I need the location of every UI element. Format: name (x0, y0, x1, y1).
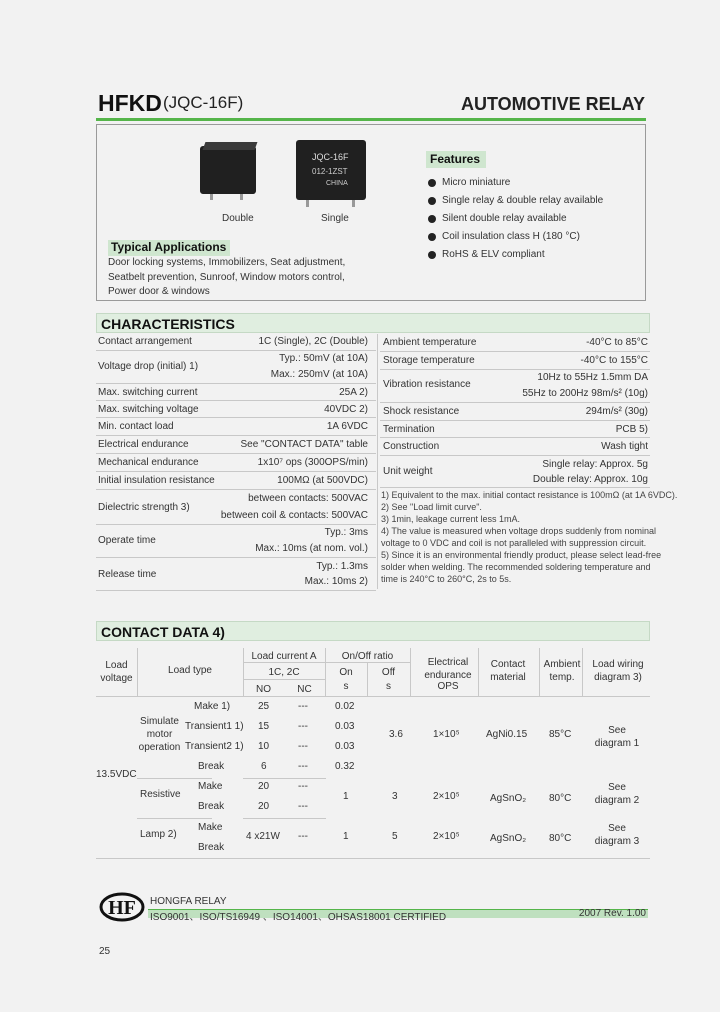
char-value: 1x10⁷ ops (300OPS/min) (257, 457, 368, 468)
features-heading: Features (426, 151, 486, 168)
char-label: Storage temperature (383, 355, 475, 366)
load-subtype: Make (198, 822, 223, 833)
col-header: Load wiring diagram 3) (592, 659, 644, 683)
char-label: Electrical endurance (98, 439, 189, 450)
diagram-value: See diagram 3 (594, 823, 640, 847)
no-value: 20 (258, 781, 270, 792)
endurance-value: 1×10⁵ (433, 729, 460, 740)
char-value: Typ.: 3ms (324, 527, 368, 538)
no-value: 4 x21W (246, 831, 280, 842)
char-value: -40°C to 85°C (586, 337, 648, 348)
col-header: NO (256, 684, 271, 695)
char-label: Ambient temperature (383, 337, 477, 348)
on-value: 0.02 (335, 701, 355, 712)
no-value: 25 (258, 701, 270, 712)
load-subtype: Transient2 1) (185, 741, 244, 752)
on-value: 0.03 (335, 741, 355, 752)
footnote: 2) See "Load limit curve". (381, 502, 482, 512)
col-header: Load type (168, 665, 212, 676)
model-name: (JQC-16F) (163, 93, 244, 112)
footnote: solder when welding. The recommended soldering temperature and (381, 562, 651, 572)
char-label: Initial insulation resistance (98, 475, 215, 486)
char-label: Voltage drop (initial) 1) (98, 361, 199, 372)
char-value: 100MΩ (at 500VDC) (277, 475, 368, 486)
char-label: Construction (383, 441, 440, 452)
load-subtype: Make (198, 781, 223, 792)
certifications: ISO9001、ISO/TS16949 、ISO14001、OHSAS18001 CERTIFIED (150, 912, 447, 923)
brand-name: HFKD (98, 90, 162, 116)
char-value: 294m/s² (30g) (585, 406, 648, 417)
no-value: 6 (261, 761, 267, 772)
char-label: Dielectric strength 3) (98, 502, 190, 513)
char-value: See "CONTACT DATA" table (240, 439, 368, 450)
col-header: Contact material (490, 659, 526, 683)
load-type-label: Simulate motor operation (138, 716, 181, 753)
feature-item: Coil insulation class H (180 °C) (442, 231, 580, 242)
footnote: 5) Since it is an environmental friendly product, please select lead-free (381, 550, 662, 560)
char-label: Unit weight (383, 466, 433, 477)
nc-value: --- (298, 741, 308, 752)
material-value: AgSnO₂ (490, 833, 527, 844)
col-header: NC (297, 684, 312, 695)
bullet-icon (428, 197, 436, 205)
nc-value: --- (298, 781, 308, 792)
svg-text:HF: HF (108, 897, 136, 919)
col-header: Ambient temp. (543, 659, 581, 683)
no-value: 15 (258, 721, 270, 732)
single-relay-text-1: JQC-16F (312, 152, 349, 162)
bullet-icon (428, 179, 436, 187)
revision: 2007 Rev. 1.00 (578, 908, 646, 919)
temp-value: 85°C (549, 729, 572, 740)
load-subtype: Break (198, 842, 225, 853)
load-subtype: Transient1 1) (185, 721, 244, 732)
char-value: Typ.: 50mV (at 10A) (279, 353, 368, 364)
application-line: Seatbelt prevention, Sunroof, Window motors control, (108, 272, 345, 283)
diagram-value: See diagram 2 (594, 782, 640, 806)
application-line: Power door & windows (108, 286, 210, 297)
feature-item: Silent double relay available (442, 213, 567, 224)
diagram-value: See diagram 1 (594, 725, 640, 749)
col-header: s (386, 681, 391, 692)
company-name: HONGFA RELAY (150, 896, 227, 907)
char-value: between coil & contacts: 500VAC (220, 510, 368, 521)
characteristics-heading: CHARACTERISTICS (96, 313, 650, 333)
footnote: 4) The value is measured when voltage drops suddenly from nominal (381, 526, 656, 536)
endurance-value: 2×10⁵ (433, 831, 460, 842)
on-value: 1 (343, 831, 349, 842)
endurance-value: 2×10⁵ (433, 791, 460, 802)
application-line: Door locking systems, Immobilizers, Seat adjustment, (108, 257, 346, 268)
off-value: 3.6 (389, 729, 403, 740)
col-header: On/Off ratio (341, 651, 394, 662)
nc-value: --- (298, 761, 308, 772)
bullet-icon (428, 215, 436, 223)
on-value: 0.03 (335, 721, 355, 732)
col-header: OPS (437, 681, 459, 692)
char-value: Max.: 10ms 2) (304, 576, 368, 587)
feature-item: RoHS & ELV compliant (442, 249, 545, 260)
char-label: Vibration resistance (383, 379, 471, 390)
char-label: Release time (98, 569, 157, 580)
no-value: 10 (258, 741, 270, 752)
on-value: 1 (343, 791, 349, 802)
single-relay-image (296, 138, 368, 208)
col-header: Off (381, 667, 396, 678)
applications-heading: Typical Applications (108, 240, 230, 256)
material-value: AgSnO₂ (490, 793, 527, 804)
footnote: 1) Equivalent to the max. initial contact resistance is 100mΩ (at 1A 6VDC). (381, 490, 678, 500)
char-value: 1C (Single), 2C (Double) (258, 336, 368, 347)
off-value: 3 (392, 791, 398, 802)
nc-value: --- (298, 801, 308, 812)
nc-value: --- (298, 831, 308, 842)
single-relay-text-3: CHINA (326, 180, 348, 187)
char-value: -40°C to 155°C (580, 355, 648, 366)
footnote: time is 240°C to 260°C, 2s to 5s. (381, 574, 512, 584)
col-header: On (339, 667, 353, 678)
col-header: Load current A (251, 651, 317, 662)
char-value: between contacts: 500VAC (248, 493, 368, 504)
char-label: Operate time (98, 535, 156, 546)
on-value: 0.32 (335, 761, 355, 772)
col-header: Electrical endurance (424, 657, 472, 681)
char-value: Wash tight (601, 441, 648, 452)
footnote: 3) 1min, leakage current less 1mA. (381, 514, 521, 524)
temp-value: 80°C (549, 833, 572, 844)
temp-value: 80°C (549, 793, 572, 804)
char-value: Typ.: 1.3ms (316, 561, 368, 572)
hongfa-logo (99, 892, 145, 922)
no-value: 20 (258, 801, 270, 812)
bullet-icon (428, 251, 436, 259)
char-label: Mechanical endurance (98, 457, 199, 468)
contact-data-heading: CONTACT DATA 4) (96, 621, 650, 641)
char-label: Max. switching voltage (98, 404, 199, 415)
load-subtype: Break (198, 761, 225, 772)
char-value: Double relay: Approx. 10g (532, 474, 648, 485)
material-value: AgNi0.15 (486, 729, 528, 740)
single-relay-label: Single (321, 213, 349, 224)
char-value: Single relay: Approx. 5g (542, 459, 648, 470)
col-header: s (343, 681, 349, 692)
nc-value: --- (298, 701, 308, 712)
load-voltage-value: 13.5VDC (96, 769, 137, 780)
col-header: 1C, 2C (268, 667, 300, 678)
char-value: Max.: 10ms (at nom. vol.) (255, 543, 368, 554)
load-subtype: Make 1) (194, 701, 231, 712)
char-value: 10Hz to 55Hz 1.5mm DA (537, 372, 648, 383)
char-value: 40VDC 2) (324, 404, 368, 415)
char-label: Termination (383, 424, 435, 435)
col-header: Load voltage (100, 660, 133, 684)
char-value: 1A 6VDC (326, 421, 368, 432)
char-label: Max. switching current (98, 387, 198, 398)
doc-title: AUTOMOTIVE RELAY (460, 94, 645, 114)
load-type-label: Resistive (140, 789, 181, 800)
char-label: Min. contact load (98, 421, 174, 432)
feature-item: Single relay & double relay available (442, 195, 604, 206)
nc-value: --- (298, 721, 308, 732)
footnote: voltage to 0 VDC and coil is not paralleled with suppression circuit. (381, 538, 647, 548)
bullet-icon (428, 233, 436, 241)
page-number: 25 (99, 946, 111, 957)
char-value: 55Hz to 200Hz 98m/s² (10g) (522, 388, 648, 399)
char-value: PCB 5) (615, 424, 648, 435)
off-value: 5 (392, 831, 398, 842)
char-label: Contact arrangement (98, 336, 192, 347)
feature-item: Micro miniature (442, 177, 511, 188)
char-value: Max.: 250mV (at 10A) (270, 369, 368, 380)
char-label: Shock resistance (383, 406, 460, 417)
char-value: 25A 2) (339, 387, 368, 398)
double-relay-label: Double (222, 213, 254, 224)
single-relay-text-2: 012-1ZST (312, 167, 348, 176)
load-type-label: Lamp 2) (140, 829, 177, 840)
load-subtype: Break (198, 801, 225, 812)
double-relay-image (200, 138, 262, 200)
